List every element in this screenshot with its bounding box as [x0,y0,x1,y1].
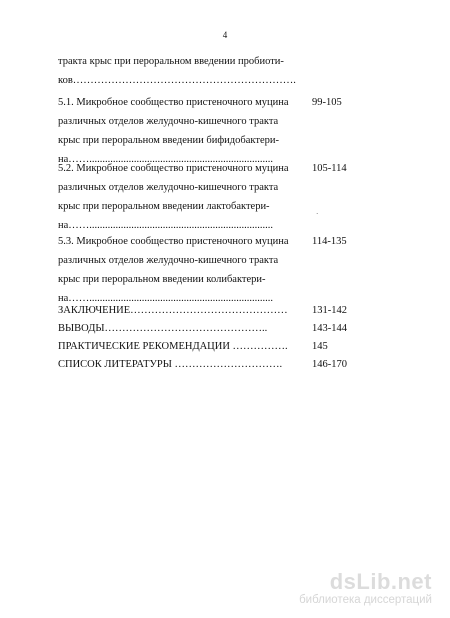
toc-entry-3-line-1: различных отделов желудочно-кишечного тракта [58,255,279,266]
toc-entry-2-line-2: крыс при пероральном введении лактобактери- [58,201,270,212]
toc-entry-5-pages: 143-144 [312,323,347,334]
stray-mark: · [316,210,319,218]
toc-entry-3-line-0: 5.3. Микробное сообщество пристеночного муцина [58,236,289,247]
watermark-logo: dsLib.net [329,569,432,594]
toc-entry-1-line-3: на……...................................................................... [58,154,274,165]
toc-entry-2-line-1: различных отделов желудочно-кишечного тракта [58,182,279,193]
toc-entry-2-pages: 105-114 [312,163,347,174]
toc-entry-6-pages: 145 [312,341,328,352]
toc-entry-1-line-0: 5.1. Микробное сообщество пристеночного муцина [58,97,289,108]
toc-entry-6-line-0: ПРАКТИЧЕСКИЕ РЕКОМЕНДАЦИИ ……………. [58,341,288,352]
toc-entry-4-pages: 131-142 [312,305,347,316]
toc-entry-2-line-0: 5.2. Микробное сообщество пристеночного муцина [58,163,289,174]
toc-entry-1-line-1: различных отделов желудочно-кишечного тракта [58,116,279,127]
toc-entry-0-line-0: тракта крыс при пероральном введении пробиоти- [58,56,284,67]
page-number: 4 [222,30,228,40]
toc-entry-3-pages: 114-135 [312,236,347,247]
toc-entry-3-line-3: на……...................................................................... [58,293,274,304]
toc-entry-0-line-1: ков………………………………………………………. [58,75,296,86]
toc-entry-7-pages: 146-170 [312,359,347,370]
toc-entry-1-line-2: крыс при пероральном введении бифидобактери- [58,135,279,146]
toc-entry-4-line-0: ЗАКЛЮЧЕНИЕ……………………………………… [58,305,288,316]
toc-entry-3-line-2: крыс при пероральном введении колибактери- [58,274,266,285]
toc-entry-7-line-0: СПИСОК ЛИТЕРАТУРЫ …………………………. [58,359,283,370]
toc-entry-1-pages: 99-105 [312,97,342,108]
toc-entry-5-line-0: ВЫВОДЫ……………………………………….. [58,323,268,334]
toc-entry-2-line-3: на……...................................................................... [58,220,274,231]
watermark-subtitle: библиотека диссертаций [299,594,432,606]
